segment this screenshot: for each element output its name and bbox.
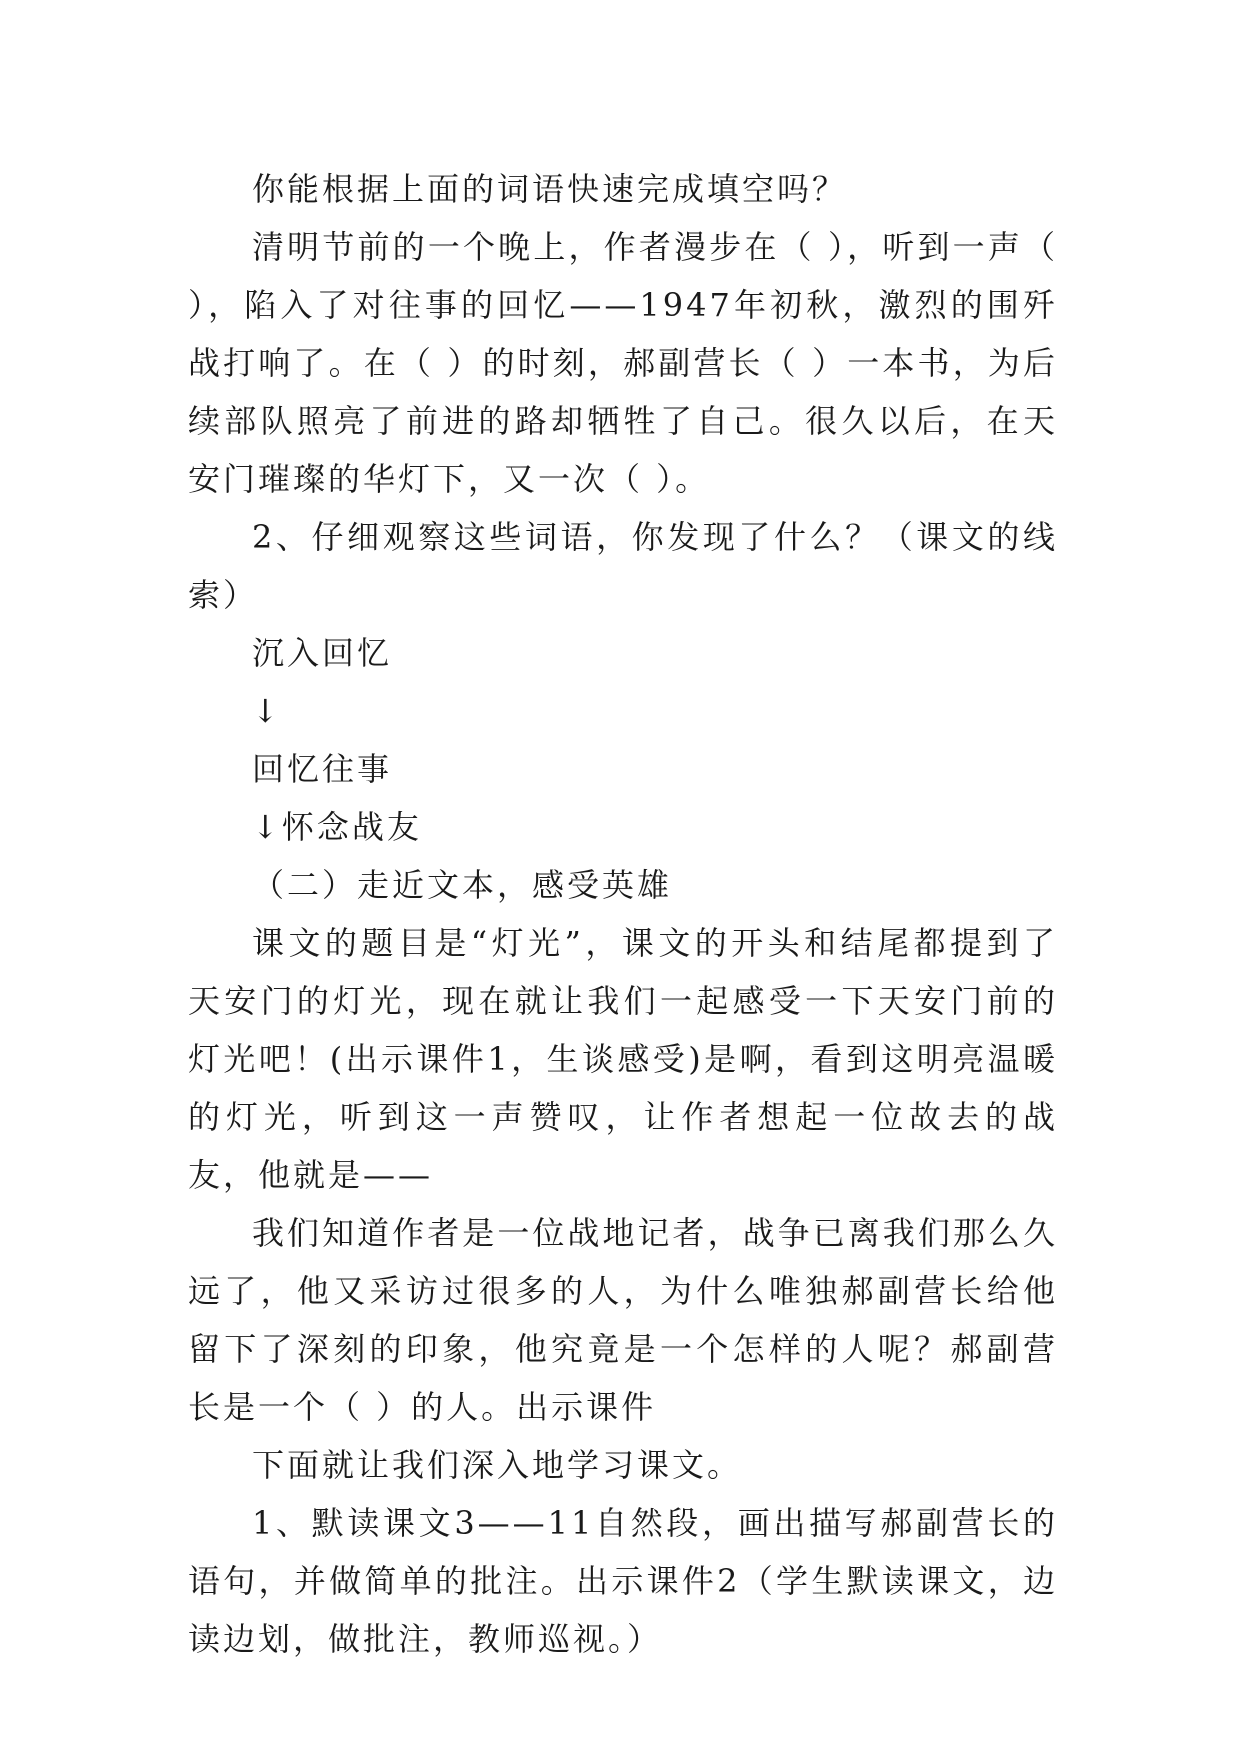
paragraph-silent-reading: 1、默读课文3——11自然段，画出描写郝副营长的语句，并做简单的批注。出示课件2（学生默读课文，边读边划，做批注，教师巡视。） xyxy=(188,1504,1058,1658)
flow-step-3: ↓怀念战友 xyxy=(252,808,422,846)
flow-step-1: 沉入回忆 xyxy=(252,634,393,672)
paragraph-lamp-title: 课文的题目是“灯光”，课文的开头和结尾都提到了天安门的灯光，现在就让我们一起感受一下天安门前的灯光吧！(出示课件1，生谈感受)是啊，看到这明亮温暖的灯光，听到这一声赞叹，让作者想起一位故去的战友，他就是—— xyxy=(188,924,1058,1194)
paragraph-war-reporter: 我们知道作者是一位战地记者，战争已离我们那么久远了，他又采访过很多的人，为什么唯独郝副营长给他留下了深刻的印象，他究竟是一个怎样的人呢？郝副营长是一个（ ）的人。出示课件 xyxy=(188,1214,1058,1426)
section-heading: （二）走近文本，感受英雄 xyxy=(252,866,673,904)
paragraph-deep-study: 下面就让我们深入地学习课文。 xyxy=(252,1446,743,1484)
paragraph-fill-in-blank: 清明节前的一个晚上，作者漫步在（ ），听到一声（ ），陷入了对往事的回忆——1947年初秋，激烈的围歼战打响了。在（ ）的时刻，郝副营长（ ）一本书，为后续部队照亮了前进的路却牺牲了自己。很久以后，在天安门璀璨的华灯下，又一次（ ）。 xyxy=(188,228,1058,498)
paragraph-intro-question: 你能根据上面的词语快速完成填空吗？ xyxy=(252,170,848,208)
document-body xyxy=(188,160,1058,1668)
flow-step-2: 回忆往事 xyxy=(252,750,393,788)
paragraph-observe-words: 2、仔细观察这些词语，你发现了什么？（课文的线索） xyxy=(188,518,1058,614)
flow-arrow-1: ↓ xyxy=(252,692,282,730)
